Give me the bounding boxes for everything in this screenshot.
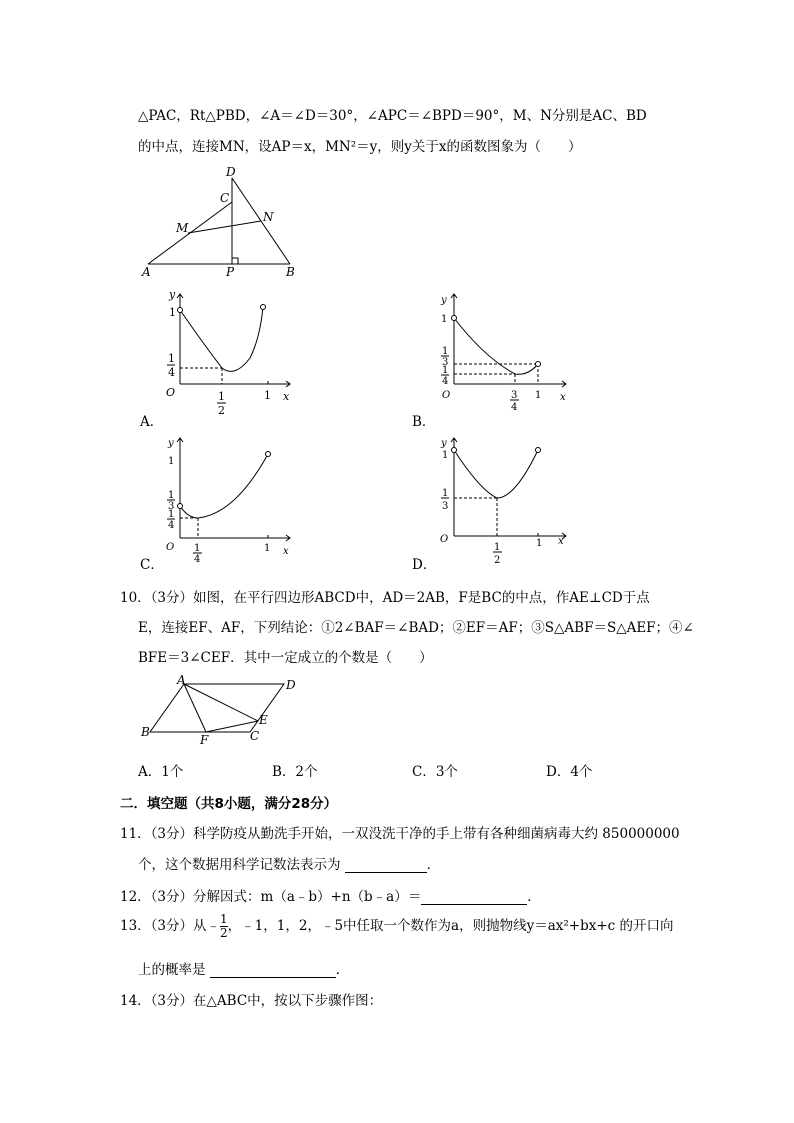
option-c-label[interactable]: C． — [140, 557, 164, 573]
option-d-label[interactable]: D． — [412, 557, 437, 573]
svg-text:4: 4 — [168, 366, 175, 379]
q11-line2 — [138, 853, 440, 873]
fig10-label-d: D — [286, 678, 296, 692]
q12-end: ． — [527, 889, 541, 905]
fig-label-n: N — [263, 210, 274, 224]
q13-mid: ，﹣1，1，2，﹣5中任取一个数作为a，则抛物线y＝ax²+bx+c 的开口向 — [227, 918, 674, 934]
svg-text:1: 1 — [218, 390, 225, 403]
fig-label-m: M — [176, 221, 189, 235]
svg-text:1: 1 — [441, 314, 448, 325]
option-b-label[interactable]: B． — [412, 414, 436, 430]
fig-label-d: D — [226, 165, 236, 179]
svg-text:1: 1 — [442, 365, 449, 376]
svg-text:4: 4 — [168, 520, 175, 531]
svg-text:1: 1 — [494, 542, 501, 553]
svg-text:1: 1 — [264, 543, 271, 554]
svg-text:3: 3 — [442, 357, 449, 368]
svg-text:1: 1 — [442, 488, 449, 499]
q11-line2-text: 个，这个数据用科学记数法表示为 — [138, 857, 345, 873]
q13-line2 — [138, 958, 349, 978]
svg-text:x: x — [558, 536, 564, 547]
fig10-label-f: F — [200, 733, 209, 747]
svg-text:y: y — [168, 438, 174, 449]
svg-text:4: 4 — [442, 376, 449, 387]
svg-text:y: y — [169, 288, 176, 301]
q9-line2: 的中点，连接MN，设AP＝x，MN²＝y，则y关于x的函数图象为（ ） — [138, 139, 582, 155]
svg-text:2: 2 — [494, 555, 501, 566]
svg-text:1: 1 — [442, 346, 449, 357]
fig-label-b: B — [286, 265, 295, 279]
fig10-label-a: A — [177, 673, 186, 687]
fig-label-p: P — [226, 265, 235, 279]
svg-text:1: 1 — [535, 390, 542, 401]
svg-text:1: 1 — [194, 543, 201, 554]
q11-line1: 11．（3分）科学防疫从勤洗手开始，一双没洗干净的手上带有各种细菌病毒大约 850000000 — [120, 826, 680, 842]
q13-line1 — [120, 913, 674, 940]
svg-text:4: 4 — [511, 402, 518, 413]
q9-option-b-graph — [430, 288, 580, 420]
svg-text:y: y — [441, 295, 447, 306]
svg-text:x: x — [560, 392, 566, 403]
svg-text:x: x — [283, 390, 290, 403]
svg-text:O: O — [166, 386, 176, 399]
svg-text:4: 4 — [194, 554, 201, 562]
fig10-label-b: B — [141, 725, 150, 739]
option-a-label[interactable]: A． — [140, 414, 164, 430]
fig10-label-e: E — [259, 713, 268, 727]
q14-line: 14．（3分）在△ABC中，按以下步骤作图： — [120, 993, 383, 1009]
q13-minus: ﹣ — [206, 918, 221, 934]
q13-end: ． — [335, 962, 350, 978]
q10-choice-a[interactable]: A．1个 — [138, 764, 184, 780]
svg-text:1: 1 — [168, 456, 175, 467]
q9-option-a-graph — [160, 288, 300, 420]
svg-text:1: 1 — [168, 490, 175, 501]
svg-text:x: x — [283, 546, 289, 557]
svg-text:1: 1 — [169, 306, 176, 319]
section-heading-fill-blank: 二．填空题（共8小题，满分28分） — [120, 796, 338, 812]
svg-text:3: 3 — [511, 390, 518, 401]
q13-fraction: $\frac{1}{2}$ — [220, 912, 228, 940]
q9-line1: △PAC，Rt△PBD，∠A＝∠D＝30°，∠APC＝∠BPD＝90°，M、N分别是AC、BD — [138, 108, 647, 124]
q10-choice-b[interactable]: B．2个 — [272, 764, 318, 780]
svg-text:3: 3 — [168, 501, 175, 512]
q13-line2-text: 上的概率是 — [138, 962, 210, 978]
svg-text:1: 1 — [442, 450, 449, 461]
q10-choice-d[interactable]: D．4个 — [546, 764, 593, 780]
q12-answer-blank[interactable] — [421, 890, 527, 905]
fig10-label-c: C — [250, 729, 260, 743]
svg-text:2: 2 — [218, 404, 225, 417]
q11-end: ． — [426, 857, 441, 873]
svg-text:O: O — [440, 534, 449, 545]
q11-answer-blank[interactable] — [345, 858, 427, 873]
svg-text:1: 1 — [536, 538, 543, 549]
q9-option-d-graph — [430, 430, 580, 570]
q12-line — [120, 885, 541, 905]
svg-text:1: 1 — [264, 389, 271, 402]
q12-text: 12．（3分）分解因式：m（a﹣b）+n（b﹣a）＝ — [120, 889, 422, 905]
fig-label-c: C — [220, 191, 230, 205]
q9-option-c-graph — [160, 430, 300, 562]
svg-text:O: O — [442, 390, 451, 401]
fig-label-a: A — [142, 265, 151, 279]
q10-line2: E，连接EF、AF，下列结论：①2∠BAF＝∠BAD；②EF＝AF；③S△ABF＝S△AEF；④∠ — [138, 620, 694, 636]
q13-answer-blank[interactable] — [210, 963, 336, 978]
q9-triangle-figure — [138, 160, 308, 280]
svg-text:3: 3 — [442, 501, 449, 512]
svg-text:y: y — [441, 438, 447, 449]
q10-parallelogram-figure — [138, 672, 308, 750]
svg-text:O: O — [166, 542, 175, 553]
svg-text:1: 1 — [168, 352, 175, 365]
svg-text:1: 1 — [168, 509, 175, 520]
q10-choice-c[interactable]: C．3个 — [412, 764, 458, 780]
q10-line1: 10．（3分）如图，在平行四边形ABCD中，AD＝2AB，F是BC的中点，作AE⊥CD于点 — [120, 590, 650, 606]
q10-line3: BFE＝3∠CEF．其中一定成立的个数是（ ） — [138, 650, 433, 666]
q13-pre: 13．（3分）从 — [120, 918, 207, 934]
